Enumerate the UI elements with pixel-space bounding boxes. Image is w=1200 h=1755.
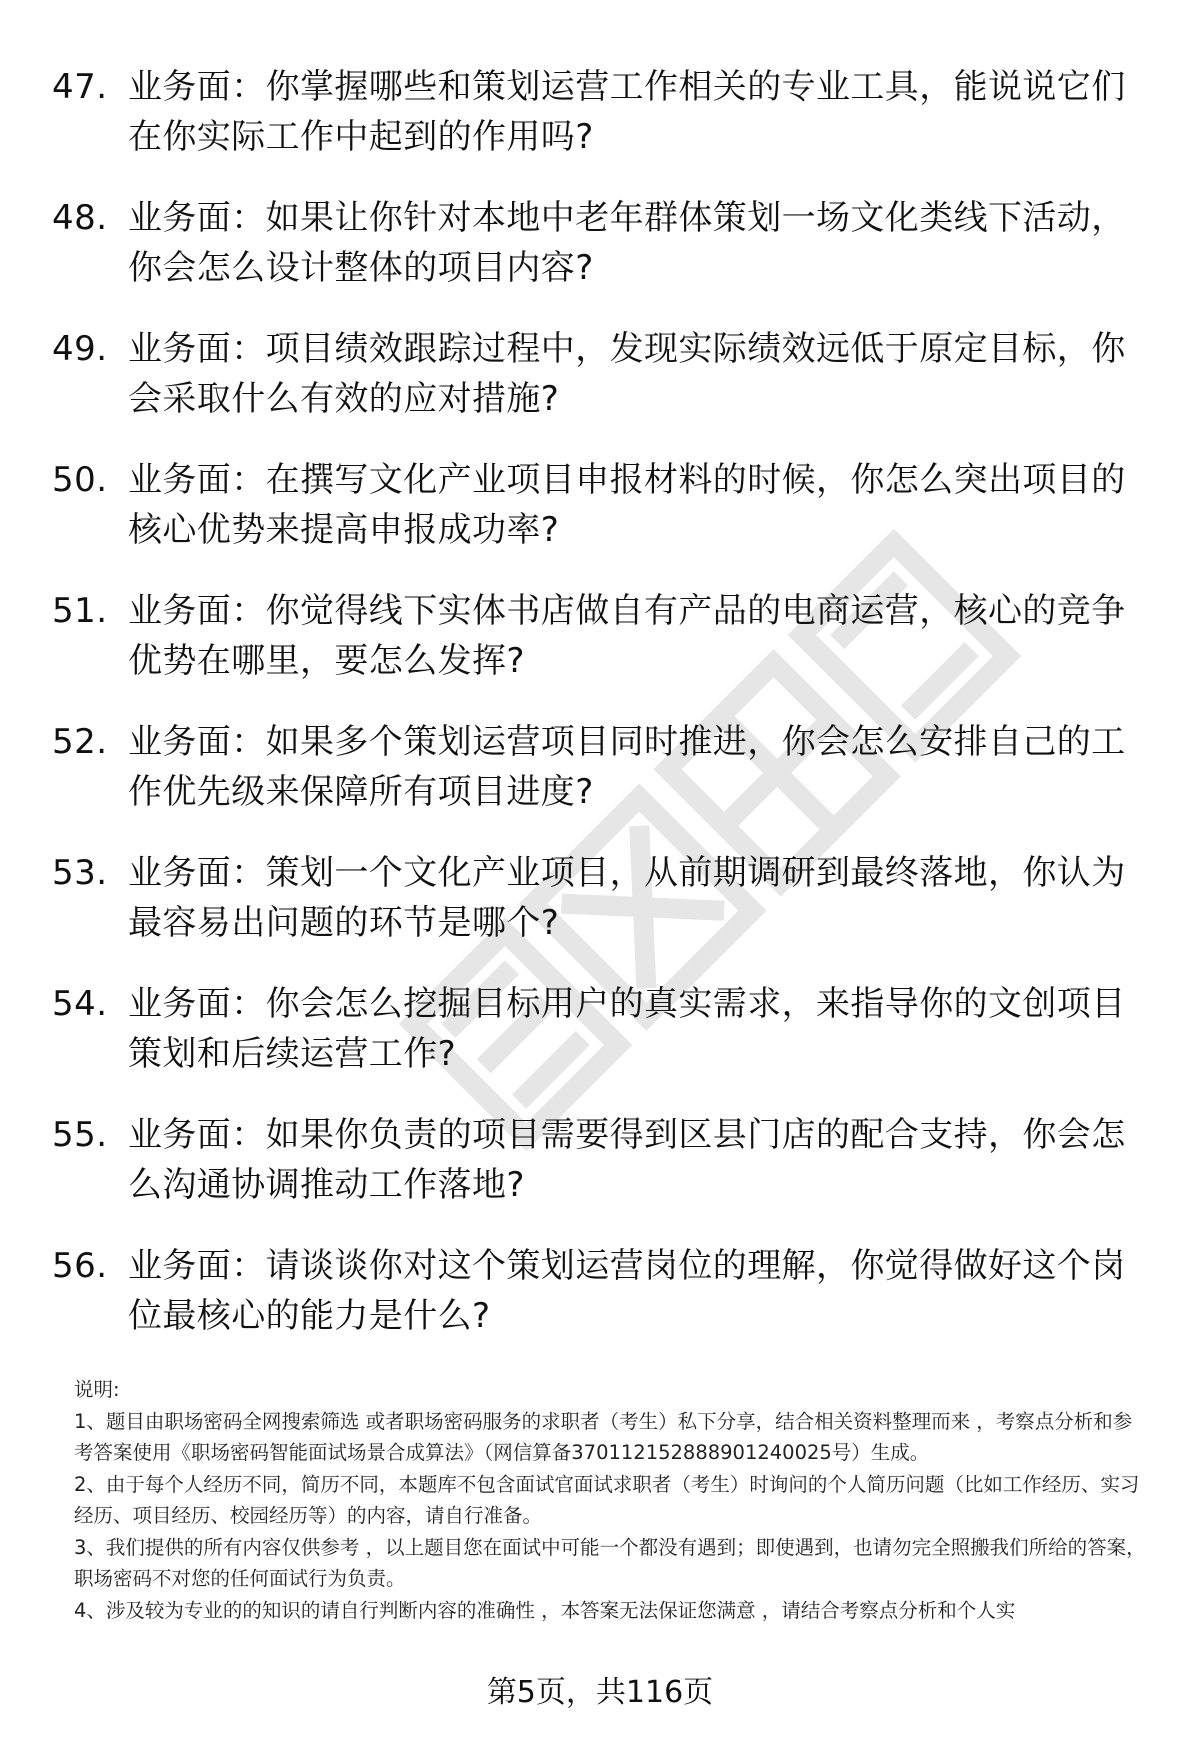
question-number: 55. (52, 1115, 108, 1155)
question-text: 业务面：如果你负责的项目需要得到区县门店的配合支持，你会怎么沟通协调推动工作落地? (128, 1115, 1126, 1205)
question-number: 54. (52, 984, 108, 1024)
question-number: 50. (52, 460, 108, 500)
list-item (52, 848, 1152, 979)
question-text: 业务面：在撰写文化产业项目申报材料的时候，你怎么突出项目的核心优势来提高申报成功率? (128, 460, 1126, 550)
question-text: 业务面：如果多个策划运营项目同时推进，你会怎么安排自己的工作优先级来保障所有项目进度? (128, 722, 1126, 812)
note-item: 1、题目由职场密码全网搜索筛选 或者职场密码服务的求职者（考生）私下分享，结合相关资料整理而来 ，考察点分析和参考答案使用《职场密码智能面试场景合成算法》（网信算备370112152888901240025号）生成。 (74, 1409, 1133, 1464)
question-number: 56. (52, 1246, 108, 1286)
list-item (52, 979, 1152, 1110)
question-text: 业务面：你会怎么挖掘目标用户的真实需求，来指导你的文创项目策划和后续运营工作? (128, 984, 1126, 1074)
question-list (52, 62, 1152, 1372)
question-number: 51. (52, 591, 108, 631)
question-text: 业务面：如果让你针对本地中老年群体策划一场文化类线下活动，你会怎么设计整体的项目内容? (128, 198, 1126, 288)
notes-section (74, 1374, 1146, 1626)
list-item (52, 62, 1152, 193)
question-number: 49. (52, 329, 108, 369)
list-item (52, 586, 1152, 717)
page-number: 第5页，共116页 (486, 1675, 714, 1710)
question-text: 业务面：策划一个文化产业项目，从前期调研到最终落地，你认为最容易出问题的环节是哪个? (128, 853, 1126, 943)
question-number: 53. (52, 853, 108, 893)
question-text: 业务面：你掌握哪些和策划运营工作相关的专业工具，能说说它们在你实际工作中起到的作用吗? (128, 67, 1126, 157)
notes-heading: 说明: (74, 1378, 120, 1401)
list-item (52, 717, 1152, 848)
question-number: 52. (52, 722, 108, 762)
list-item (52, 455, 1152, 586)
list-item (52, 324, 1152, 455)
list-item (52, 1110, 1152, 1241)
question-text: 业务面：请谈谈你对这个策划运营岗位的理解，你觉得做好这个岗位最核心的能力是什么? (128, 1246, 1126, 1336)
note-item: 4、涉及较为专业的的知识的请自行判断内容的准确性 ，本答案无法保证您满意 ，请结合考察点分析和个人实 (74, 1598, 1016, 1622)
note-item: 3、我们提供的所有内容仅供参考 ，以上题目您在面试中可能一个都没有遇到；即使遇到，也请勿完全照搬我们所给的答案，职场密码不对您的任何面试行为负责。 (74, 1535, 1146, 1590)
list-item (52, 1241, 1152, 1372)
question-number: 48. (52, 198, 108, 238)
question-number: 47. (52, 67, 108, 107)
list-item (52, 193, 1152, 324)
question-text: 业务面：项目绩效跟踪过程中，发现实际绩效远低于原定目标，你会采取什么有效的应对措施? (128, 329, 1126, 419)
question-text: 业务面：你觉得线下实体书店做自有产品的电商运营，核心的竞争优势在哪里，要怎么发挥? (128, 591, 1126, 681)
note-item: 2、由于每个人经历不同，简历不同，本题库不包含面试官面试求职者（考生）时询问的个人简历问题（比如工作经历、实习经历、项目经历、校园经历等）的内容，请自行准备。 (74, 1472, 1140, 1527)
